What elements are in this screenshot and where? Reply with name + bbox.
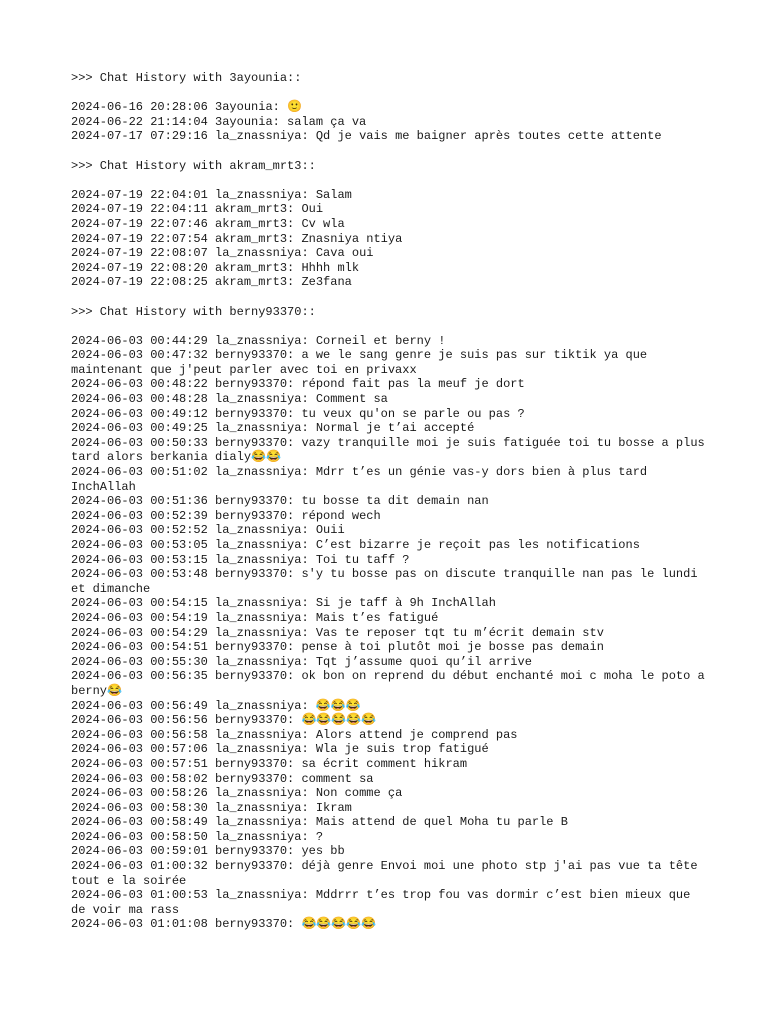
message-timestamp: 2024-06-03 00:48:28	[71, 392, 208, 407]
message-timestamp: 2024-06-03 00:57:06	[71, 742, 208, 757]
blank-line	[71, 290, 711, 305]
message-line	[71, 232, 711, 247]
message-username: la_znassniya:	[215, 610, 309, 625]
message-username: akram_mrt3:	[215, 231, 295, 246]
message-line	[71, 334, 711, 349]
message-line	[71, 421, 711, 436]
message-text: Alors attend je comprend pas	[315, 727, 518, 742]
message-line	[71, 436, 711, 465]
message-username: la_znassniya:	[215, 800, 309, 815]
blank-line	[71, 86, 711, 101]
message-username: la_znassniya:	[215, 246, 309, 261]
message-line	[71, 188, 711, 203]
message-username: berny93370:	[215, 640, 295, 655]
message-text: ?	[315, 829, 324, 844]
message-text: Ze3fana	[301, 275, 352, 290]
message-timestamp: 2024-06-03 00:53:15	[71, 552, 208, 567]
message-text: tu veux qu'on se parle ou pas ?	[301, 406, 525, 421]
message-timestamp: 2024-06-22 21:14:04	[71, 114, 208, 129]
message-username: la_znassniya:	[215, 888, 309, 903]
section-header: >>> Chat History with berny93370::	[71, 304, 316, 319]
message-timestamp: 2024-06-03 01:00:32	[71, 859, 208, 874]
message-text: salam ça va	[287, 114, 367, 129]
message-line	[71, 757, 711, 772]
message-list	[71, 334, 711, 932]
message-timestamp: 2024-06-03 00:49:25	[71, 421, 208, 436]
message-text: Cv wla	[301, 216, 345, 231]
message-username: akram_mrt3:	[215, 202, 295, 217]
message-timestamp: 2024-06-03 00:54:19	[71, 610, 208, 625]
message-timestamp: 2024-06-03 00:54:51	[71, 640, 208, 655]
message-line	[71, 523, 711, 538]
message-timestamp: 2024-06-03 00:58:26	[71, 786, 208, 801]
message-list	[71, 188, 711, 290]
message-username: berny93370:	[215, 713, 295, 728]
message-line	[71, 538, 711, 553]
message-username: berny93370:	[215, 756, 295, 771]
message-line	[71, 509, 711, 524]
message-text: Tqt j’assume quoi qu’il arrive	[315, 654, 532, 669]
message-username: 3ayounia:	[215, 114, 280, 129]
message-line	[71, 465, 711, 494]
blank-line	[71, 173, 711, 188]
message-text: 😂😂😂😂😂	[301, 917, 377, 932]
message-username: berny93370:	[215, 348, 295, 363]
message-text: répond fait pas la meuf je dort	[301, 377, 525, 392]
message-timestamp: 2024-06-03 00:58:49	[71, 815, 208, 830]
message-text: répond wech	[301, 508, 381, 523]
message-text: Comment sa	[315, 392, 388, 407]
message-text: C’est bizarre je reçoit pas les notifications	[315, 538, 640, 552]
message-username: berny93370:	[215, 859, 295, 874]
message-timestamp: 2024-06-03 00:53:05	[71, 538, 208, 552]
message-text: Ouii	[315, 523, 345, 538]
message-timestamp: 2024-06-03 00:58:50	[71, 829, 208, 844]
message-text: Hhhh mlk	[301, 260, 360, 275]
message-timestamp: 2024-06-03 00:54:29	[71, 625, 208, 640]
message-timestamp: 2024-06-03 00:57:51	[71, 756, 208, 771]
message-timestamp: 2024-07-19 22:04:11	[71, 202, 208, 217]
message-timestamp: 2024-07-19 22:08:20	[71, 260, 208, 275]
message-line	[71, 392, 711, 407]
message-line	[71, 669, 711, 698]
message-username: berny93370:	[215, 771, 295, 786]
message-timestamp: 2024-06-03 00:51:36	[71, 494, 208, 509]
message-username: la_znassniya:	[215, 538, 309, 552]
message-timestamp: 2024-06-03 00:47:32	[71, 348, 208, 363]
message-line	[71, 815, 711, 830]
message-username: la_znassniya:	[215, 727, 309, 742]
message-timestamp: 2024-07-19 22:04:01	[71, 187, 208, 202]
message-line	[71, 567, 711, 596]
message-timestamp: 2024-06-03 00:58:30	[71, 800, 208, 815]
message-line	[71, 728, 711, 743]
message-timestamp: 2024-06-03 00:58:02	[71, 771, 208, 786]
message-timestamp: 2024-07-19 22:07:46	[71, 216, 208, 231]
message-username: la_znassniya:	[215, 596, 309, 611]
message-text: Znasniya ntiya	[301, 231, 403, 246]
message-timestamp: 2024-06-03 00:53:48	[71, 567, 208, 582]
message-timestamp: 2024-06-03 00:56:58	[71, 727, 208, 742]
message-username: berny93370:	[215, 494, 295, 509]
message-text: Mais t’es fatigué	[315, 610, 439, 625]
message-username: la_znassniya:	[215, 465, 309, 480]
message-timestamp: 2024-06-03 00:49:12	[71, 406, 208, 421]
message-username: la_znassniya:	[215, 333, 309, 348]
message-username: berny93370:	[215, 917, 295, 932]
message-line	[71, 217, 711, 232]
message-line	[71, 655, 711, 670]
message-timestamp: 2024-06-03 01:00:53	[71, 888, 208, 903]
message-text: Vas te reposer tqt tu m’écrit demain stv	[315, 625, 604, 640]
message-text: Corneil et berny !	[315, 333, 446, 348]
message-text: Mais attend de quel Moha tu parle B	[315, 815, 568, 830]
message-username: berny93370:	[215, 377, 295, 392]
message-text: 🙂	[287, 100, 302, 115]
message-line	[71, 275, 711, 290]
message-line	[71, 261, 711, 276]
message-timestamp: 2024-07-17 07:29:16	[71, 129, 208, 144]
message-line	[71, 713, 711, 728]
message-username: la_znassniya:	[215, 829, 309, 844]
message-line	[71, 246, 711, 261]
message-username: la_znassniya:	[215, 392, 309, 407]
message-text: Normal je t’ai accepté	[315, 421, 475, 436]
chat-history-document	[71, 71, 711, 932]
message-line	[71, 553, 711, 568]
message-username: la_znassniya:	[215, 625, 309, 640]
message-text: Cava oui	[315, 246, 374, 261]
message-text: 😂😂😂	[315, 698, 361, 713]
message-text: 😂😂😂😂😂	[301, 713, 377, 728]
message-text: ok bon on reprend du début enchanté moi c moha le poto a berny😂	[71, 669, 705, 698]
message-timestamp: 2024-07-19 22:08:07	[71, 246, 208, 261]
message-line	[71, 772, 711, 787]
message-timestamp: 2024-07-19 22:08:25	[71, 275, 208, 290]
message-text: a we le sang genre je suis pas sur tiktik ya que maintenant que j'peut parler avec toi en privaxx	[71, 348, 648, 377]
message-timestamp: 2024-07-19 22:07:54	[71, 231, 208, 246]
message-timestamp: 2024-06-03 01:01:08	[71, 917, 208, 932]
message-timestamp: 2024-06-03 00:52:52	[71, 523, 208, 538]
message-line	[71, 830, 711, 845]
message-text: Qd je vais me baigner après toutes cette attente	[315, 129, 662, 144]
message-username: akram_mrt3:	[215, 260, 295, 275]
section-3ayounia	[71, 71, 711, 159]
message-username: berny93370:	[215, 406, 295, 421]
message-timestamp: 2024-06-03 00:54:15	[71, 596, 208, 611]
message-list	[71, 100, 711, 144]
message-line	[71, 742, 711, 757]
message-username: berny93370:	[215, 435, 295, 450]
message-line	[71, 917, 711, 932]
message-text: Oui	[301, 202, 324, 217]
message-line	[71, 407, 711, 422]
message-username: berny93370:	[215, 508, 295, 523]
message-line	[71, 888, 711, 917]
message-timestamp: 2024-06-03 00:51:02	[71, 465, 208, 480]
message-text: Mdrr t’es un génie vas-y dors bien à plus tard InchAllah	[71, 465, 648, 494]
blank-line	[71, 319, 711, 334]
message-timestamp: 2024-06-03 00:59:01	[71, 844, 208, 859]
message-line	[71, 859, 711, 888]
message-text: pense à toi plutôt moi je bosse pas demain	[301, 640, 604, 655]
message-line	[71, 348, 711, 377]
message-text: Si je taff à 9h InchAllah	[315, 596, 496, 611]
message-line	[71, 115, 711, 130]
message-timestamp: 2024-06-03 00:55:30	[71, 654, 208, 669]
message-username: berny93370:	[215, 844, 295, 859]
message-text: s'y tu bosse pas on discute tranquille nan pas le lundi et dimanche	[71, 567, 698, 596]
message-username: la_znassniya:	[215, 698, 309, 713]
section-berny93370	[71, 305, 711, 933]
message-text: comment sa	[301, 771, 374, 786]
message-username: la_znassniya:	[215, 523, 309, 538]
message-text: sa écrit comment hikram	[301, 756, 468, 771]
message-line	[71, 699, 711, 714]
message-username: la_znassniya:	[215, 552, 309, 567]
message-username: berny93370:	[215, 669, 295, 684]
message-timestamp: 2024-06-03 00:44:29	[71, 333, 208, 348]
message-username: la_znassniya:	[215, 742, 309, 757]
message-username: akram_mrt3:	[215, 216, 295, 231]
section-header: >>> Chat History with akram_mrt3::	[71, 158, 316, 173]
message-text: tu bosse ta dit demain nan	[301, 494, 489, 509]
message-username: la_znassniya:	[215, 421, 309, 436]
message-text: Toi tu taff ?	[315, 552, 410, 567]
message-line	[71, 377, 711, 392]
message-line	[71, 202, 711, 217]
message-username: la_znassniya:	[215, 815, 309, 830]
message-line	[71, 596, 711, 611]
message-username: la_znassniya:	[215, 654, 309, 669]
message-username: akram_mrt3:	[215, 275, 295, 290]
message-text: yes bb	[301, 844, 345, 859]
message-line	[71, 786, 711, 801]
section-header: >>> Chat History with 3ayounia::	[71, 71, 302, 85]
message-username: la_znassniya:	[215, 786, 309, 801]
message-text: Ikram	[315, 800, 352, 815]
message-timestamp: 2024-06-16 20:28:06	[71, 100, 208, 115]
message-line	[71, 611, 711, 626]
message-text: Salam	[315, 187, 352, 202]
message-username: 3ayounia:	[215, 100, 280, 115]
message-username: berny93370:	[215, 567, 295, 582]
message-line	[71, 640, 711, 655]
message-line	[71, 100, 711, 115]
message-text: Mddrrr t’es trop fou vas dormir c’est bien mieux que de voir ma rass	[71, 888, 691, 917]
message-text: Wla je suis trop fatigué	[315, 742, 489, 757]
message-text: Non comme ça	[315, 786, 403, 801]
message-timestamp: 2024-06-03 00:56:49	[71, 698, 208, 713]
message-line	[71, 494, 711, 509]
message-line	[71, 801, 711, 816]
message-timestamp: 2024-06-03 00:50:33	[71, 435, 208, 450]
message-text: déjà genre Envoi moi une photo stp j'ai pas vue ta tête tout e la soirée	[71, 859, 698, 888]
message-timestamp: 2024-06-03 00:56:35	[71, 669, 208, 684]
message-line	[71, 844, 711, 859]
section-akram-mrt3	[71, 159, 711, 305]
message-timestamp: 2024-06-03 00:48:22	[71, 377, 208, 392]
message-line	[71, 129, 711, 144]
blank-line	[71, 144, 711, 159]
message-timestamp: 2024-06-03 00:52:39	[71, 508, 208, 523]
message-line	[71, 626, 711, 641]
message-username: la_znassniya:	[215, 129, 309, 144]
message-username: la_znassniya:	[215, 187, 309, 202]
message-timestamp: 2024-06-03 00:56:56	[71, 713, 208, 728]
message-text: vazy tranquille moi je suis fatiguée toi tu bosse a plus tard alors berkania dialy😂😂	[71, 435, 705, 465]
